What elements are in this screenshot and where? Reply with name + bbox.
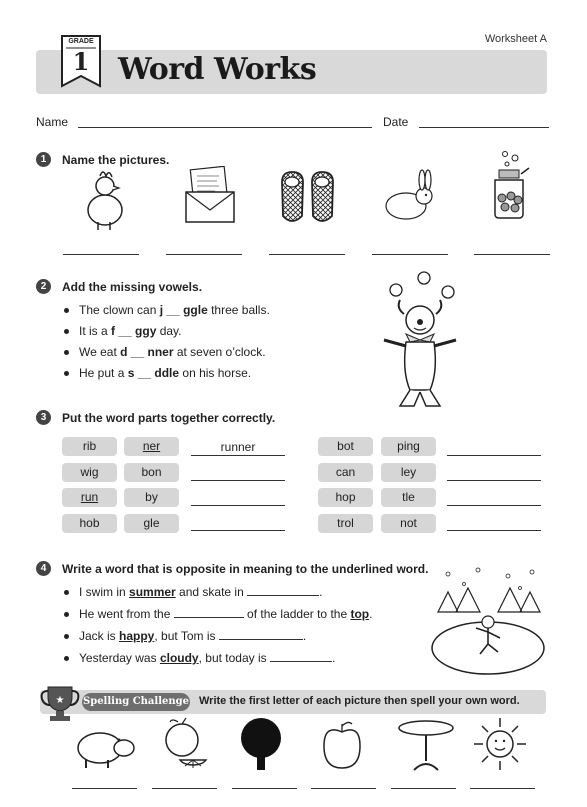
picture-answer-4[interactable] (372, 254, 448, 255)
name-label: Name (36, 115, 69, 129)
challenge-answer-3[interactable] (232, 788, 297, 789)
challenge-answer-1[interactable] (72, 788, 137, 789)
picture-answer-2[interactable] (166, 254, 242, 255)
svg-text:★: ★ (55, 695, 65, 706)
word-part: ner (124, 437, 179, 456)
word-part: wig (62, 463, 117, 482)
question-3-number: 3 (36, 410, 51, 425)
answer-line[interactable] (447, 455, 541, 456)
word-part: rib (62, 437, 117, 456)
vowel-sentence: The clown can j __ ggle three balls. (64, 303, 270, 317)
question-3-prompt: Put the word parts together correctly. (62, 411, 276, 425)
grade-number: 1 (72, 47, 90, 76)
vowel-sentence: He put a s __ ddle on his horse. (64, 366, 251, 380)
vowel-sentence: It is a f __ ggy day. (64, 324, 182, 338)
picture-answer-1[interactable] (63, 254, 139, 255)
clown-juggling-icon (368, 270, 468, 412)
letter-icon (182, 166, 238, 226)
word-part: hop (318, 488, 373, 507)
date-label: Date (383, 115, 409, 129)
word-part: by (124, 488, 179, 507)
apple-icon (322, 718, 362, 770)
opposite-sentence: He went from the of the ladder to the top. (64, 607, 372, 621)
word-part: bon (124, 463, 179, 482)
word-part: trol (318, 514, 373, 533)
word-part: run (62, 488, 117, 507)
name-field[interactable] (78, 127, 372, 128)
tree-icon (238, 716, 284, 772)
answer-line[interactable] (447, 530, 541, 531)
date-field[interactable] (419, 127, 549, 128)
table-icon (396, 718, 456, 772)
answer-line[interactable] (191, 455, 285, 456)
question-2-prompt: Add the missing vowels. (62, 280, 203, 294)
ice-skating-icon (428, 566, 548, 678)
question-2-number: 2 (36, 279, 51, 294)
question-4-prompt: Write a word that is opposite in meaning to the underlined word. (62, 562, 429, 576)
chicken-icon (80, 166, 130, 232)
spelling-challenge-label: Spelling Challenge (82, 693, 190, 711)
word-answer[interactable]: runner (220, 440, 256, 454)
vowel-sentence: We eat d __ nner at seven o’clock. (64, 345, 266, 359)
word-part: ping (381, 437, 436, 456)
opposite-sentence: Jack is happy, but Tom is . (64, 629, 306, 643)
orange-icon (160, 716, 208, 772)
answer-line[interactable] (447, 480, 541, 481)
hippo-icon (74, 718, 136, 770)
page-title: Word Works (118, 52, 317, 87)
challenge-answer-4[interactable] (311, 788, 376, 789)
picture-answer-3[interactable] (269, 254, 345, 255)
question-1-number: 1 (36, 152, 51, 167)
answer-line[interactable] (447, 505, 541, 506)
word-part: ley (381, 463, 436, 482)
jar-icon (487, 150, 533, 222)
answer-line[interactable] (191, 530, 285, 531)
question-4-number: 4 (36, 561, 51, 576)
answer-line[interactable] (191, 505, 285, 506)
challenge-answer-2[interactable] (152, 788, 217, 789)
word-part: can (318, 463, 373, 482)
question-1-prompt: Name the pictures. (62, 153, 170, 167)
word-part: tle (381, 488, 436, 507)
word-part: gle (124, 514, 179, 533)
challenge-answer-5[interactable] (391, 788, 456, 789)
challenge-instruction: Write the first letter of each picture then spell your own word. (199, 695, 520, 707)
word-part: hob (62, 514, 117, 533)
rabbit-icon (380, 168, 440, 224)
opposite-sentence: I swim in summer and skate in . (64, 585, 322, 599)
grade-word: GRADE (68, 38, 94, 45)
word-part: bot (318, 437, 373, 456)
opposite-sentence: Yesterday was cloudy, but today is . (64, 651, 335, 665)
worksheet-label: Worksheet A (484, 33, 547, 45)
slippers-icon (278, 170, 338, 226)
challenge-answer-6[interactable] (470, 788, 535, 789)
trophy-icon (38, 683, 82, 723)
sun-icon (472, 714, 528, 772)
answer-line[interactable] (191, 480, 285, 481)
picture-answer-5[interactable] (474, 254, 550, 255)
word-part: not (381, 514, 436, 533)
